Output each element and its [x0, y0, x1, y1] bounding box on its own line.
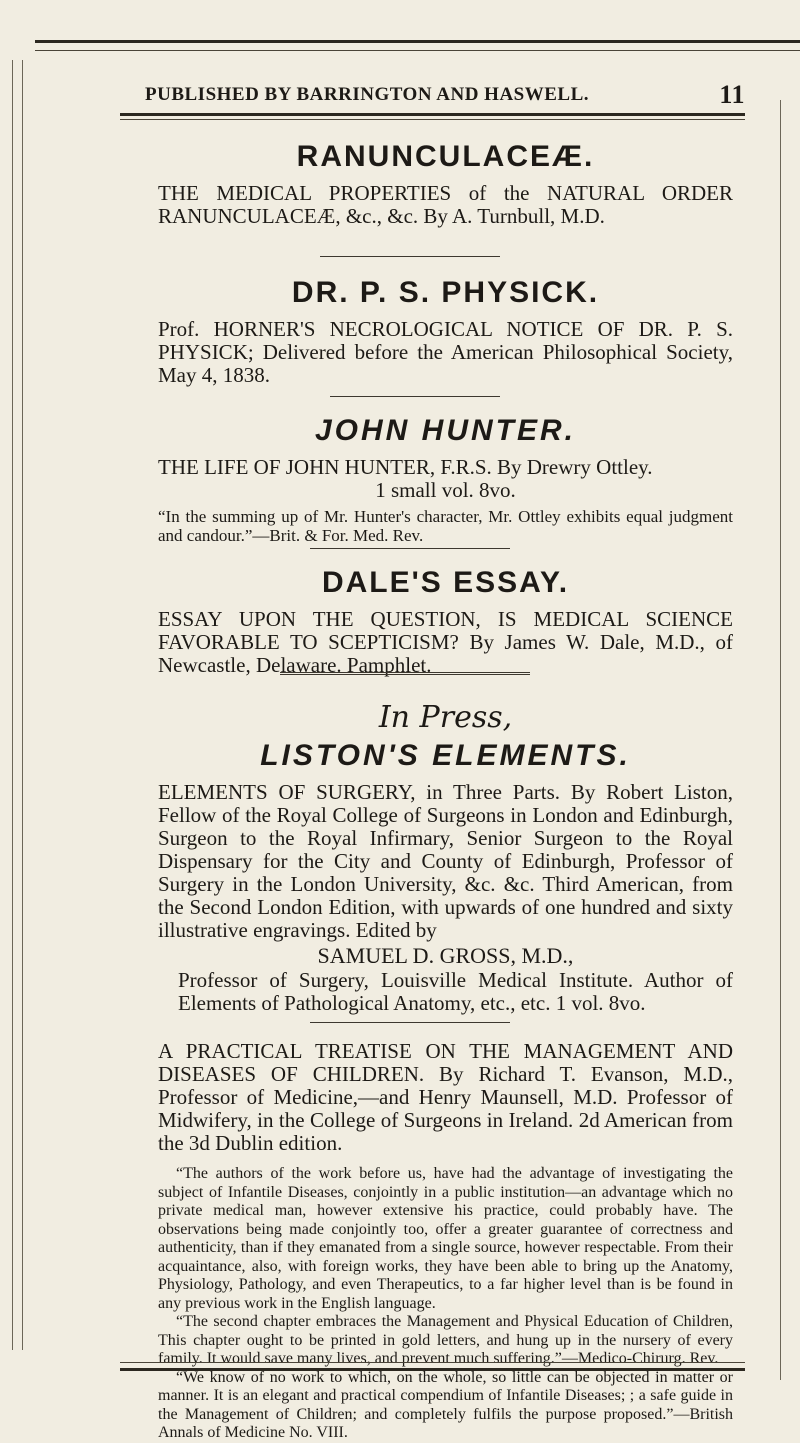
ranunculaceae-text: THE MEDICAL PROPERTIES of the NATURAL ORDER RANUNCULACEÆ, &c., &c. By A. Turnbull, M.D.: [158, 181, 733, 228]
liston-text: ELEMENTS OF SURGERY, in Three Parts. By Robert Liston, Fellow of the Royal College of Surgeons in London and Edinburgh, Surgeon to the Royal Infirmary, Senior Surgeon to the Royal Dispensary for the City and County of Edinburgh, Professor of Surgery in the London University, &c. &c. Third American, from the Second London Edition, with upwards of one hundred and sixty illustrative engravings. Edited by: [158, 780, 733, 942]
top-border: [35, 40, 800, 43]
publisher-line: PUBLISHED BY BARRINGTON AND HASWELL.: [145, 84, 590, 105]
physick-text: Prof. HORNER'S NECROLOGICAL NOTICE OF DR. P. S. PHYSICK; Delivered before the American Philosophical Society, May 4, 1838.: [158, 317, 733, 387]
evanson-section: [158, 1040, 733, 1443]
ranunculaceae-heading: RANUNCULACEÆ.: [296, 140, 595, 173]
evanson-text: A PRACTICAL TREATISE ON THE MANAGEMENT AND DISEASES OF CHILDREN. By Richard T. Evanson, M.D., Professor of Medicine,—and Henry Maunsell, M.D. Professor of Midwifery, in the College of Surgeons in Ireland. 2d American from the 3d Dublin edition.: [158, 1039, 733, 1155]
physick-section: [158, 276, 733, 387]
in-press-label: In Press,: [378, 700, 513, 735]
evanson-quote-2: “The second chapter embraces the Management and Physical Education of Children, This chapter ought to be printed in gold letters, and hung up in the nursery of every family. It would save many lives, and prevent much suffering.”—Medico-Chirurg. Rev.: [158, 1313, 733, 1367]
left-margin-line-2: [22, 60, 23, 1350]
section-divider: [310, 548, 510, 549]
hunter-review-quote: “In the summing up of Mr. Hunter's character, Mr. Ottley exhibits equal judgment and candour.”—Brit. & For. Med. Rev.: [158, 507, 733, 545]
ranunculaceae-section: [158, 140, 733, 228]
section-divider: [330, 396, 500, 397]
hunter-heading: JOHN HUNTER.: [314, 414, 576, 447]
liston-editor-text: Professor of Surgery, Louisville Medical Institute. Author of Elements of Pathological Anatomy, etc., etc. 1 vol. 8vo.: [178, 968, 733, 1015]
page-number: 11: [719, 80, 745, 109]
header-rule-thin: [120, 119, 745, 120]
section-divider: [310, 1022, 510, 1023]
liston-editor: SAMUEL D. GROSS, M.D.,: [317, 943, 574, 968]
evanson-quote-3: “We know of no work to which, on the whole, so little can be objected in matter or manner. It is an elegant and practical compendium of Infantile Diseases; ; a safe guide in the Management of Children; and completely fulfils the purpose proposed.”—British Annals of Medicine No. VIII.: [158, 1368, 733, 1441]
section-divider: [320, 256, 500, 257]
liston-heading: LISTON'S ELEMENTS.: [260, 739, 631, 772]
right-margin-line: [780, 100, 781, 1380]
dale-section: [158, 566, 733, 677]
footer-rule: [120, 1362, 745, 1363]
hunter-section: [158, 414, 733, 545]
physick-heading: DR. P. S. PHYSICK.: [291, 276, 600, 309]
section-divider-double: [280, 672, 530, 675]
dale-text: ESSAY UPON THE QUESTION, IS MEDICAL SCIENCE FAVORABLE TO SCEPTICISM? By James W. Dale, M.D., of Newcastle, Delaware. Pamphlet.: [158, 607, 733, 677]
top-border-inner: [35, 50, 800, 51]
hunter-text: THE LIFE OF JOHN HUNTER, F.R.S. By Drewry Ottley.: [158, 455, 653, 479]
evanson-quote-1: “The authors of the work before us, have had the advantage of investigating the subject of Infantile Diseases, conjointly in a public institution—an advantage which no private medical man, however extensive his practice, could probably have. The observations being made conjointly too, offer a greater guarantee of correctness and authenticity, than if they emanated from a single source, however respectable. From their acquaintance, also, with foreign works, they have been able to bring up the Anatomy, Physiology, Pathology, and even Therapeutics, to a far higher level than is be found in any previous work in the English language.: [158, 1165, 733, 1312]
liston-section: [158, 700, 733, 1015]
hunter-volume: 1 small vol. 8vo.: [375, 478, 516, 502]
dale-heading: DALE'S ESSAY.: [321, 566, 570, 599]
footer-rule-thick: [120, 1368, 745, 1371]
left-margin-line: [12, 60, 13, 1350]
running-header: [145, 80, 745, 109]
header-rule: [120, 113, 745, 116]
